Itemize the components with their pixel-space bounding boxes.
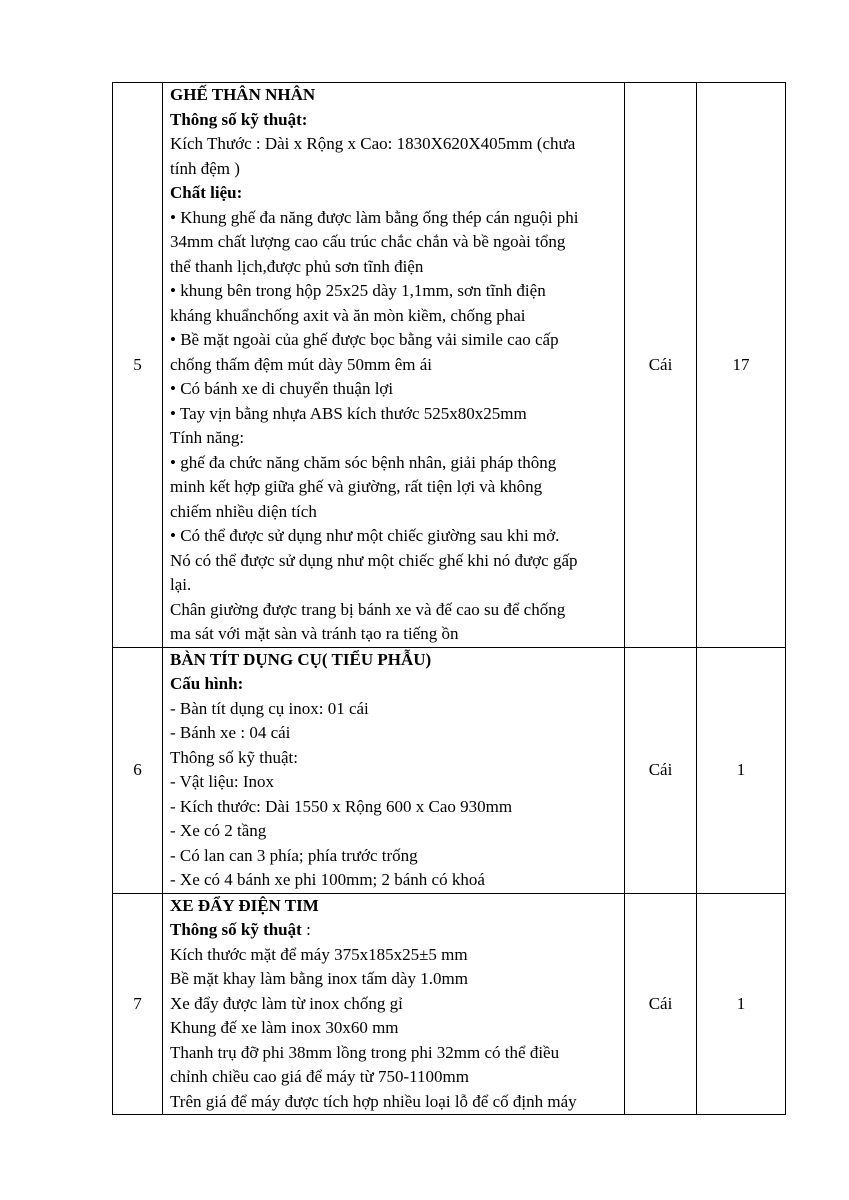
description-line: chiếm nhiều diện tích <box>170 501 317 521</box>
row-number-cell: 6 <box>113 647 163 893</box>
description-heading: Thông số kỹ thuật: <box>170 109 308 129</box>
row-number-cell: 5 <box>113 83 163 648</box>
description-line: Nó có thể được sử dụng như một chiếc ghế khi nó được gấp <box>170 550 578 570</box>
description-line: • ghế đa chức năng chăm sóc bệnh nhân, giải pháp thông <box>170 452 557 472</box>
description-line: Thông số kỹ thuật: <box>170 747 298 767</box>
description-line: • Bề mặt ngoài của ghế được bọc bằng vải simile cao cấp <box>170 330 559 349</box>
spec-table-body <box>113 83 786 1115</box>
description-line: Trên giá để máy được tích hợp nhiều loại lỗ để cố định máy <box>170 1091 577 1111</box>
table-row <box>113 893 786 1115</box>
description-line: thể thanh lịch,được phủ sơn tĩnh điện <box>170 256 424 276</box>
description-heading-text: Thông số kỹ thuật <box>170 920 302 939</box>
row-number-cell: 7 <box>113 893 163 1115</box>
description-cell <box>163 647 625 893</box>
description-line: • Có thể được sử dụng như một chiếc giường sau khi mở. <box>170 526 560 545</box>
description-heading-suffix: : <box>301 920 311 939</box>
description-heading <box>170 918 618 943</box>
unit-cell: Cái <box>625 83 697 648</box>
description-line: • Khung ghế đa năng được làm bằng ống thép cán nguội phi <box>170 207 579 227</box>
table-row <box>113 83 786 648</box>
table-row <box>113 647 786 893</box>
description-line: Tính năng: <box>170 428 245 447</box>
equipment-spec-table <box>112 82 786 1115</box>
description-line: Kích Thước : Dài x Rộng x Cao: 1830X620X405mm (chưa <box>170 134 576 153</box>
description-heading: BÀN TÍT DỤNG CỤ( TIỂU PHẪU) <box>170 649 432 669</box>
description-heading: XE ĐẨY ĐIỆN TIM <box>170 895 319 915</box>
description-line: - Xe có 2 tầng <box>170 821 267 840</box>
description-line: ma sát với mặt sàn và tránh tạo ra tiếng ồn <box>170 624 459 643</box>
quantity-cell: 1 <box>697 893 786 1115</box>
description-line: Xe đẩy được làm từ inox chống gỉ <box>170 993 403 1013</box>
unit-cell: Cái <box>625 647 697 893</box>
description-line: Chân giường được trang bị bánh xe và đế cao su để chống <box>170 599 566 619</box>
description-line: minh kết hợp giữa ghế và giường, rất tiện lợi và không <box>170 477 543 496</box>
description-cell <box>163 893 625 1115</box>
description-line: chỉnh chiều cao giá để máy từ 750-1100mm <box>170 1067 469 1086</box>
description-heading: Chất liệu: <box>170 183 243 202</box>
description-line: - Bàn tít dụng cụ inox: 01 cái <box>170 698 369 718</box>
description-cell <box>163 83 625 648</box>
description-line: • khung bên trong hộp 25x25 dày 1,1mm, sơn tĩnh điện <box>170 281 546 300</box>
description-line: lại. <box>170 575 192 594</box>
quantity-cell: 17 <box>697 83 786 648</box>
description-heading: GHẾ THÂN NHÂN <box>170 85 316 104</box>
unit-cell: Cái <box>625 893 697 1115</box>
description-line: Thanh trụ đỡ phi 38mm lồng trong phi 32mm có thể điều <box>170 1042 560 1062</box>
description-line: tính đệm ) <box>170 158 240 178</box>
description-line: • Tay vịn bằng nhựa ABS kích thước 525x80x25mm <box>170 403 527 423</box>
description-line: - Xe có 4 bánh xe phi 100mm; 2 bánh có khoá <box>170 870 485 889</box>
description-line: Bề mặt khay làm bằng inox tấm dày 1.0mm <box>170 969 468 988</box>
description-line: - Vật liệu: Inox <box>170 772 275 791</box>
description-line: - Có lan can 3 phía; phía trước trống <box>170 845 418 865</box>
description-line: 34mm chất lượng cao cấu trúc chắc chắn và bề ngoài tổng <box>170 232 566 251</box>
description-line: - Kích thước: Dài 1550 x Rộng 600 x Cao 930mm <box>170 796 513 816</box>
description-line: Khung đế xe làm inox 30x60 mm <box>170 1018 399 1037</box>
description-line: - Bánh xe : 04 cái <box>170 723 291 742</box>
quantity-cell: 1 <box>697 647 786 893</box>
description-line: Kích thước mặt để máy 375x185x25±5 mm <box>170 944 468 964</box>
description-heading: Cấu hình: <box>170 674 244 693</box>
description-line: kháng khuẩnchống axit và ăn mòn kiềm, chống phai <box>170 305 526 325</box>
description-line: • Có bánh xe di chuyển thuận lợi <box>170 379 394 398</box>
description-line: chống thấm đệm mút dày 50mm êm ái <box>170 354 433 374</box>
